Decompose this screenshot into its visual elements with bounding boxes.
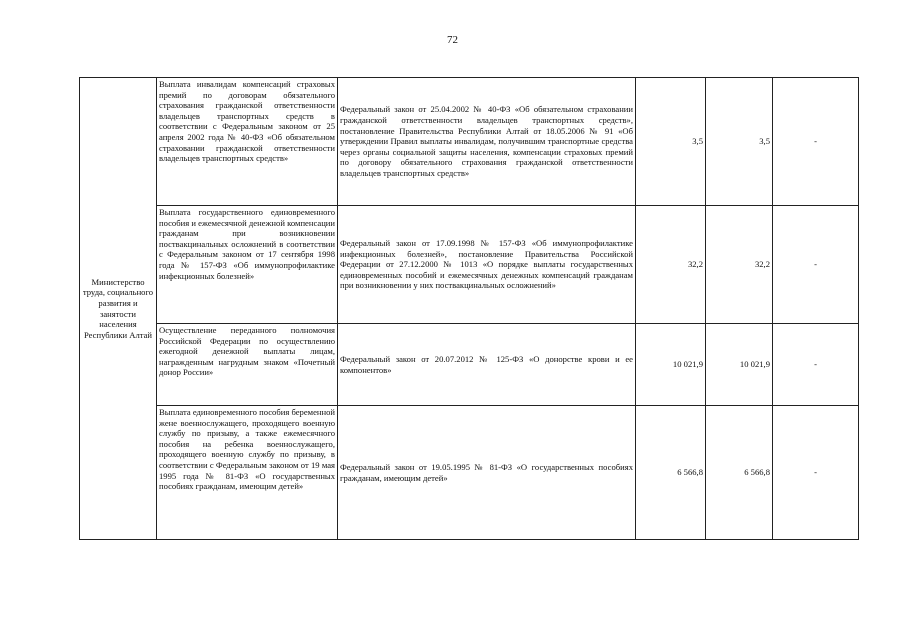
description-cell: Выплата единовременного пособия беременной жене военнослужащего, проходящего военную службу по призыву, а также ежемесячного пособия на ребенка военнослужащего, проходящего военную службу по призыву, в соответствии с Федеральным законом от 19 мая 1995 года № 81-ФЗ «О государственных пособиях гражданам, имеющим детей» <box>157 406 338 540</box>
ministry-cell: Министерство труда, социального развития и занятости населения Республики Алтай <box>80 78 157 540</box>
description-cell: Осуществление переданного полномочия Российской Федерации по осуществлению ежегодной денежной выплаты лицам, награжденным нагрудным знаком «Почетный донор России» <box>157 324 338 406</box>
value-cell: 3,5 <box>636 78 706 206</box>
value-cell: 32,2 <box>706 206 773 324</box>
legal-basis-cell: Федеральный закон от 25.04.2002 № 40-ФЗ «Об обязательном страховании гражданской ответственности владельцев транспортных средств», постановление Правительства Республики Алтай от 18.05.2006 № 91 «Об утверждении Правил выплаты инвалидам, получившим транспортные средства через органы социальной защиты населения, компенсации страховых премий по договору обязательного страхования гражданской ответственности владельцев транспортных средств» <box>338 78 636 206</box>
value-cell: - <box>773 324 859 406</box>
value-cell: - <box>773 78 859 206</box>
value-cell: - <box>773 406 859 540</box>
description-cell: Выплата инвалидам компенсаций страховых премий по договорам обязательного страхования гражданской ответственности владельцев транспортных средств в соответствии с Федеральным законом от 25 апреля 2002 года № 40-ФЗ «Об обязательном страховании гражданской ответственности владельцев транспортных средств» <box>157 78 338 206</box>
table-row <box>80 78 859 206</box>
legal-basis-cell: Федеральный закон от 17.09.1998 № 157-ФЗ «Об иммунопрофилактике инфекционных болезней», постановление Правительства Российской Федерации от 27.12.2000 № 1013 «О порядке выплаты государственных единовременных пособий и ежемесячных денежных компенсаций гражданам при возникновении у них поствакцинальных осложнений» <box>338 206 636 324</box>
table-row <box>80 206 859 324</box>
expenditure-table <box>79 77 859 540</box>
description-cell: Выплата государственного единовременного пособия и ежемесячной денежной компенсации гражданам при возникновении поствакцинальных осложнений в соответствии с Федеральным законом от 17 сентября 1998 года № 157-ФЗ «Об иммунопрофилактике инфекционных болезней» <box>157 206 338 324</box>
value-cell: 10 021,9 <box>636 324 706 406</box>
table-row <box>80 324 859 406</box>
value-cell: 6 566,8 <box>636 406 706 540</box>
value-cell: 6 566,8 <box>706 406 773 540</box>
value-cell: 3,5 <box>706 78 773 206</box>
legal-basis-cell: Федеральный закон от 19.05.1995 № 81-ФЗ «О государственных пособиях гражданам, имеющим детей» <box>338 406 636 540</box>
value-cell: 32,2 <box>636 206 706 324</box>
value-cell: - <box>773 206 859 324</box>
table-row <box>80 406 859 540</box>
page-number: 72 <box>447 34 458 46</box>
value-cell: 10 021,9 <box>706 324 773 406</box>
legal-basis-cell: Федеральный закон от 20.07.2012 № 125-ФЗ «О донорстве крови и ее компонентов» <box>338 324 636 406</box>
